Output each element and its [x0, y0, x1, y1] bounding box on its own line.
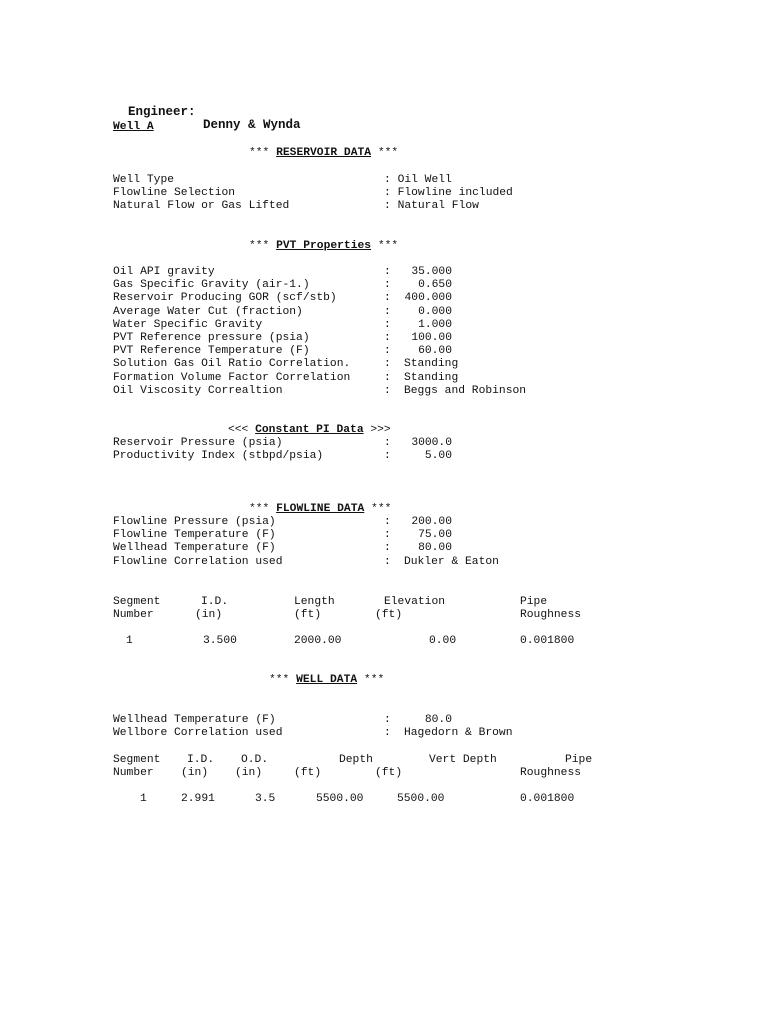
row-value: 5.00 [424, 450, 452, 463]
row-value: 0.650 [418, 279, 452, 292]
row-value: 75.00 [418, 529, 452, 542]
row-value: Beggs and Robinson [404, 384, 527, 397]
row-label: Flowline Selection [113, 187, 236, 199]
table-header: Elevation [384, 596, 446, 608]
row-sep: : [384, 345, 391, 358]
row-label: Oil API gravity [113, 266, 215, 278]
engineer-label: Engineer: [128, 105, 196, 119]
row-value: Standing [404, 371, 459, 384]
pvt-section-title [249, 240, 398, 253]
table-header: (in) [195, 609, 223, 621]
table-header: Number [113, 609, 154, 621]
row-label: Well Type [113, 174, 175, 186]
row-sep: : [384, 529, 391, 542]
table-header: (ft) [294, 609, 322, 621]
reservoir-title: RESERVOIR DATA [276, 147, 372, 159]
table-cell: 2.991 [181, 793, 215, 805]
row-label: Formation Volume Factor Correlation [113, 371, 351, 384]
row-label: PVT Reference Temperature (F) [113, 345, 310, 358]
title-suffix: *** [371, 240, 399, 252]
pvt-title: PVT Properties [276, 240, 372, 252]
row-sep: : [384, 305, 391, 318]
title-prefix: *** [249, 147, 277, 159]
title-prefix: *** [249, 503, 277, 515]
table-cell: 3.500 [203, 635, 237, 647]
row-sep: : [384, 332, 391, 344]
well-section-title [269, 674, 384, 687]
well-name: Well A [113, 121, 154, 133]
table-header: I.D. [187, 754, 215, 766]
row-sep: : [384, 371, 391, 384]
table-cell: 1 [126, 635, 133, 647]
row-sep: : [384, 187, 391, 199]
title-suffix: >>> [363, 424, 391, 436]
flowline-title: FLOWLINE DATA [276, 503, 365, 515]
table-header: I.D. [201, 596, 229, 608]
engineer-name: Denny & Wynda [203, 118, 301, 132]
title-suffix: *** [357, 674, 385, 686]
row-label: Wellbore Correlation used [113, 727, 283, 740]
pi-section-title [228, 424, 391, 437]
table-header: Roughness [520, 609, 582, 621]
row-sep: : [384, 279, 391, 292]
table-header: (ft) [375, 609, 403, 621]
row-sep: : [384, 450, 391, 463]
row-label: Reservoir Pressure (psia) [113, 437, 283, 449]
row-sep: : [384, 174, 391, 186]
row-label: Water Specific Gravity [113, 318, 263, 331]
row-label: Flowline Correlation used [113, 555, 283, 568]
well-title: WELL DATA [296, 674, 358, 686]
row-value: 1.000 [418, 318, 452, 331]
row-value: 200.00 [411, 516, 452, 528]
table-cell: 0.00 [429, 635, 457, 647]
row-value-text: Natural Flow [397, 200, 479, 212]
row-value: 35.000 [411, 266, 452, 278]
row-value-text: Flowline included [397, 187, 513, 199]
title-prefix: <<< [228, 424, 256, 436]
row-value: 3000.0 [411, 437, 452, 449]
row-value-text: Oil Well [397, 174, 452, 186]
table-cell: 2000.00 [294, 635, 342, 647]
row-sep: : [384, 542, 391, 555]
row-label: Oil Viscosity Correaltion [113, 384, 283, 397]
row-value: 0.000 [418, 305, 452, 318]
row-value: Dukler & Eaton [404, 555, 499, 568]
row-value: 60.00 [418, 345, 452, 358]
table-cell: 0.001800 [520, 793, 575, 805]
row-sep: : [384, 384, 391, 397]
row-sep: : [384, 318, 391, 331]
row-sep: : [384, 727, 391, 740]
table-header: O.D. [241, 754, 269, 766]
row-value [384, 187, 513, 200]
title-suffix: *** [364, 503, 392, 515]
table-header: Pipe [520, 596, 548, 608]
row-sep: : [384, 714, 391, 726]
table-cell: 5500.00 [316, 793, 364, 805]
table-header: Number [113, 767, 154, 779]
row-value [384, 200, 479, 213]
row-value: 80.00 [418, 542, 452, 555]
table-header: (in) [235, 767, 263, 779]
row-label: Flowline Pressure (psia) [113, 516, 276, 528]
title-prefix: *** [249, 240, 277, 252]
row-value: Standing [404, 358, 459, 371]
table-header: (in) [181, 767, 209, 779]
table-cell: 1 [140, 793, 147, 805]
title-prefix: *** [269, 674, 297, 686]
table-header: Segment [113, 596, 161, 608]
table-cell: 5500.00 [397, 793, 445, 805]
row-label: Reservoir Producing GOR (scf/stb) [113, 292, 337, 305]
reservoir-section-title [249, 147, 398, 160]
row-value: 80.0 [424, 714, 452, 726]
data-row [113, 200, 289, 213]
row-value [384, 174, 452, 187]
table-header: Vert Depth [429, 754, 497, 766]
row-sep: : [384, 292, 391, 305]
table-header: Length [294, 596, 335, 608]
row-sep: : [384, 516, 391, 528]
table-header: Pipe [565, 754, 593, 766]
row-sep: : [384, 358, 391, 371]
row-value: 100.00 [411, 332, 452, 344]
table-header: (ft) [294, 767, 322, 779]
row-label: Flowline Temperature (F) [113, 529, 276, 542]
row-sep: : [384, 555, 391, 568]
row-label: Solution Gas Oil Ratio Correlation. [113, 358, 351, 371]
table-header: Depth [339, 754, 373, 766]
row-label: PVT Reference pressure (psia) [113, 332, 310, 344]
title-suffix: *** [371, 147, 399, 159]
data-row [113, 174, 174, 187]
flowline-section-title [249, 503, 391, 516]
row-value: 400.000 [404, 292, 452, 305]
table-header: (ft) [375, 767, 403, 779]
table-cell: 3.5 [255, 793, 276, 805]
row-label: Wellhead Temperature (F) [113, 714, 276, 726]
row-value: Hagedorn & Brown [404, 727, 513, 740]
table-cell: 0.001800 [520, 635, 575, 647]
row-label: Natural Flow or Gas Lifted [113, 200, 290, 212]
row-sep: : [384, 437, 391, 449]
row-label: Gas Specific Gravity (air-1.) [113, 279, 310, 292]
row-sep: : [384, 266, 391, 278]
table-header: Segment [113, 754, 161, 766]
row-label: Average Water Cut (fraction) [113, 305, 303, 318]
row-sep: : [384, 200, 391, 212]
row-label: Productivity Index (stbpd/psia) [113, 450, 324, 463]
data-row [113, 187, 235, 200]
pi-title: Constant PI Data [255, 424, 364, 436]
row-label: Wellhead Temperature (F) [113, 542, 276, 555]
table-header: Roughness [520, 767, 582, 779]
